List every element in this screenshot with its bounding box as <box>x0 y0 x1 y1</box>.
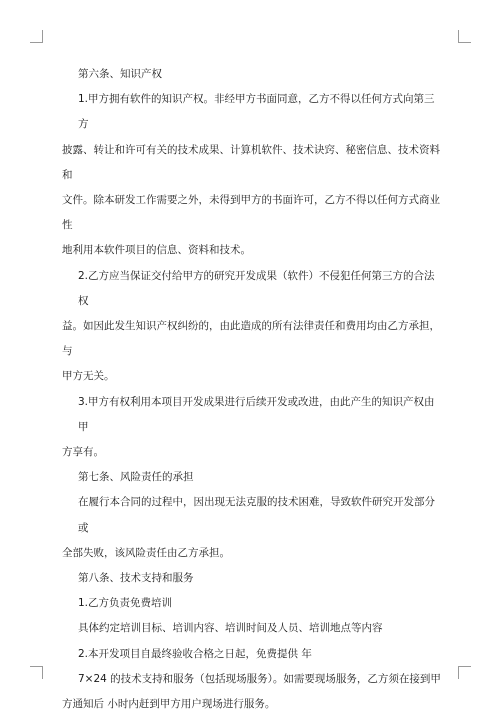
paragraph <box>62 566 442 591</box>
paragraph <box>62 264 442 314</box>
text-line: 甲方无关。 <box>62 370 115 383</box>
paragraph <box>62 591 442 616</box>
paragraph <box>62 642 442 667</box>
paragraph <box>62 440 442 465</box>
text-line: 文件。除本研发工作需要之外，未得到甲方的书面许可，乙方不得以任何方式商业性 <box>62 194 440 232</box>
page-corner-mark-top-right <box>458 30 471 43</box>
text-line: 1.甲方拥有软件的知识产权。非经甲方书面同意，乙方不得以任何方式向第三方 <box>78 93 435 131</box>
text-line: 第八条、技术支持和服务 <box>78 572 194 585</box>
paragraph <box>62 465 442 490</box>
page-corner-mark-top-left <box>30 30 43 43</box>
text-line: 7×24 的技术支持和服务（包括现场服务）。如需要现场服务，乙方须在接到甲 <box>78 672 441 685</box>
text-line: 全部失败，该风险责任由乙方承担。 <box>62 546 230 559</box>
paragraph <box>62 490 442 540</box>
paragraph <box>62 314 442 390</box>
paragraph <box>62 541 442 566</box>
paragraph <box>62 62 442 87</box>
paragraph <box>62 667 442 692</box>
text-line: 方享有。 <box>62 446 104 459</box>
text-line: 披露、转让和许可有关的技术成果、计算机软件、技术诀窍、秘密信息、技术资料和 <box>62 143 440 181</box>
paragraph <box>62 692 442 717</box>
paragraph <box>62 616 442 641</box>
text-line: 方通知后 小时内赶到甲方用户现场进行服务。 <box>62 698 276 711</box>
text-line: 在履行本合同的过程中，因出现无法克服的技术困难，导致软件研究开发部分或 <box>78 496 435 534</box>
page-corner-mark-bottom-left <box>30 666 43 679</box>
text-line: 3.甲方有权利用本项目开发成果进行后续开发或改进，由此产生的知识产权由甲 <box>78 395 435 433</box>
text-line: 2.本开发项目自最终验收合格之日起，免费提供 年 <box>78 647 312 660</box>
paragraph <box>62 138 442 264</box>
paragraph <box>62 87 442 137</box>
text-line: 1.乙方负责免费培训 <box>78 597 173 610</box>
text-line: 益。如因此发生知识产权纠纷的，由此造成的所有法律责任和费用均由乙方承担，与 <box>62 320 440 358</box>
text-line: 第六条、知识产权 <box>78 68 162 80</box>
text-line: 地利用本软件项目的信息、资料和技术。 <box>62 244 251 257</box>
paragraph <box>62 390 442 440</box>
page-corner-mark-bottom-right <box>458 666 471 679</box>
text-line: 2.乙方应当保证交付给甲方的研究开发成果（软件）不侵犯任何第三方的合法权 <box>78 269 435 307</box>
document-body <box>62 62 442 717</box>
text-line: 第七条、风险责任的承担 <box>78 471 194 484</box>
text-line: 具体约定培训目标、培训内容、培训时间及人员、培训地点等内容 <box>78 622 383 635</box>
